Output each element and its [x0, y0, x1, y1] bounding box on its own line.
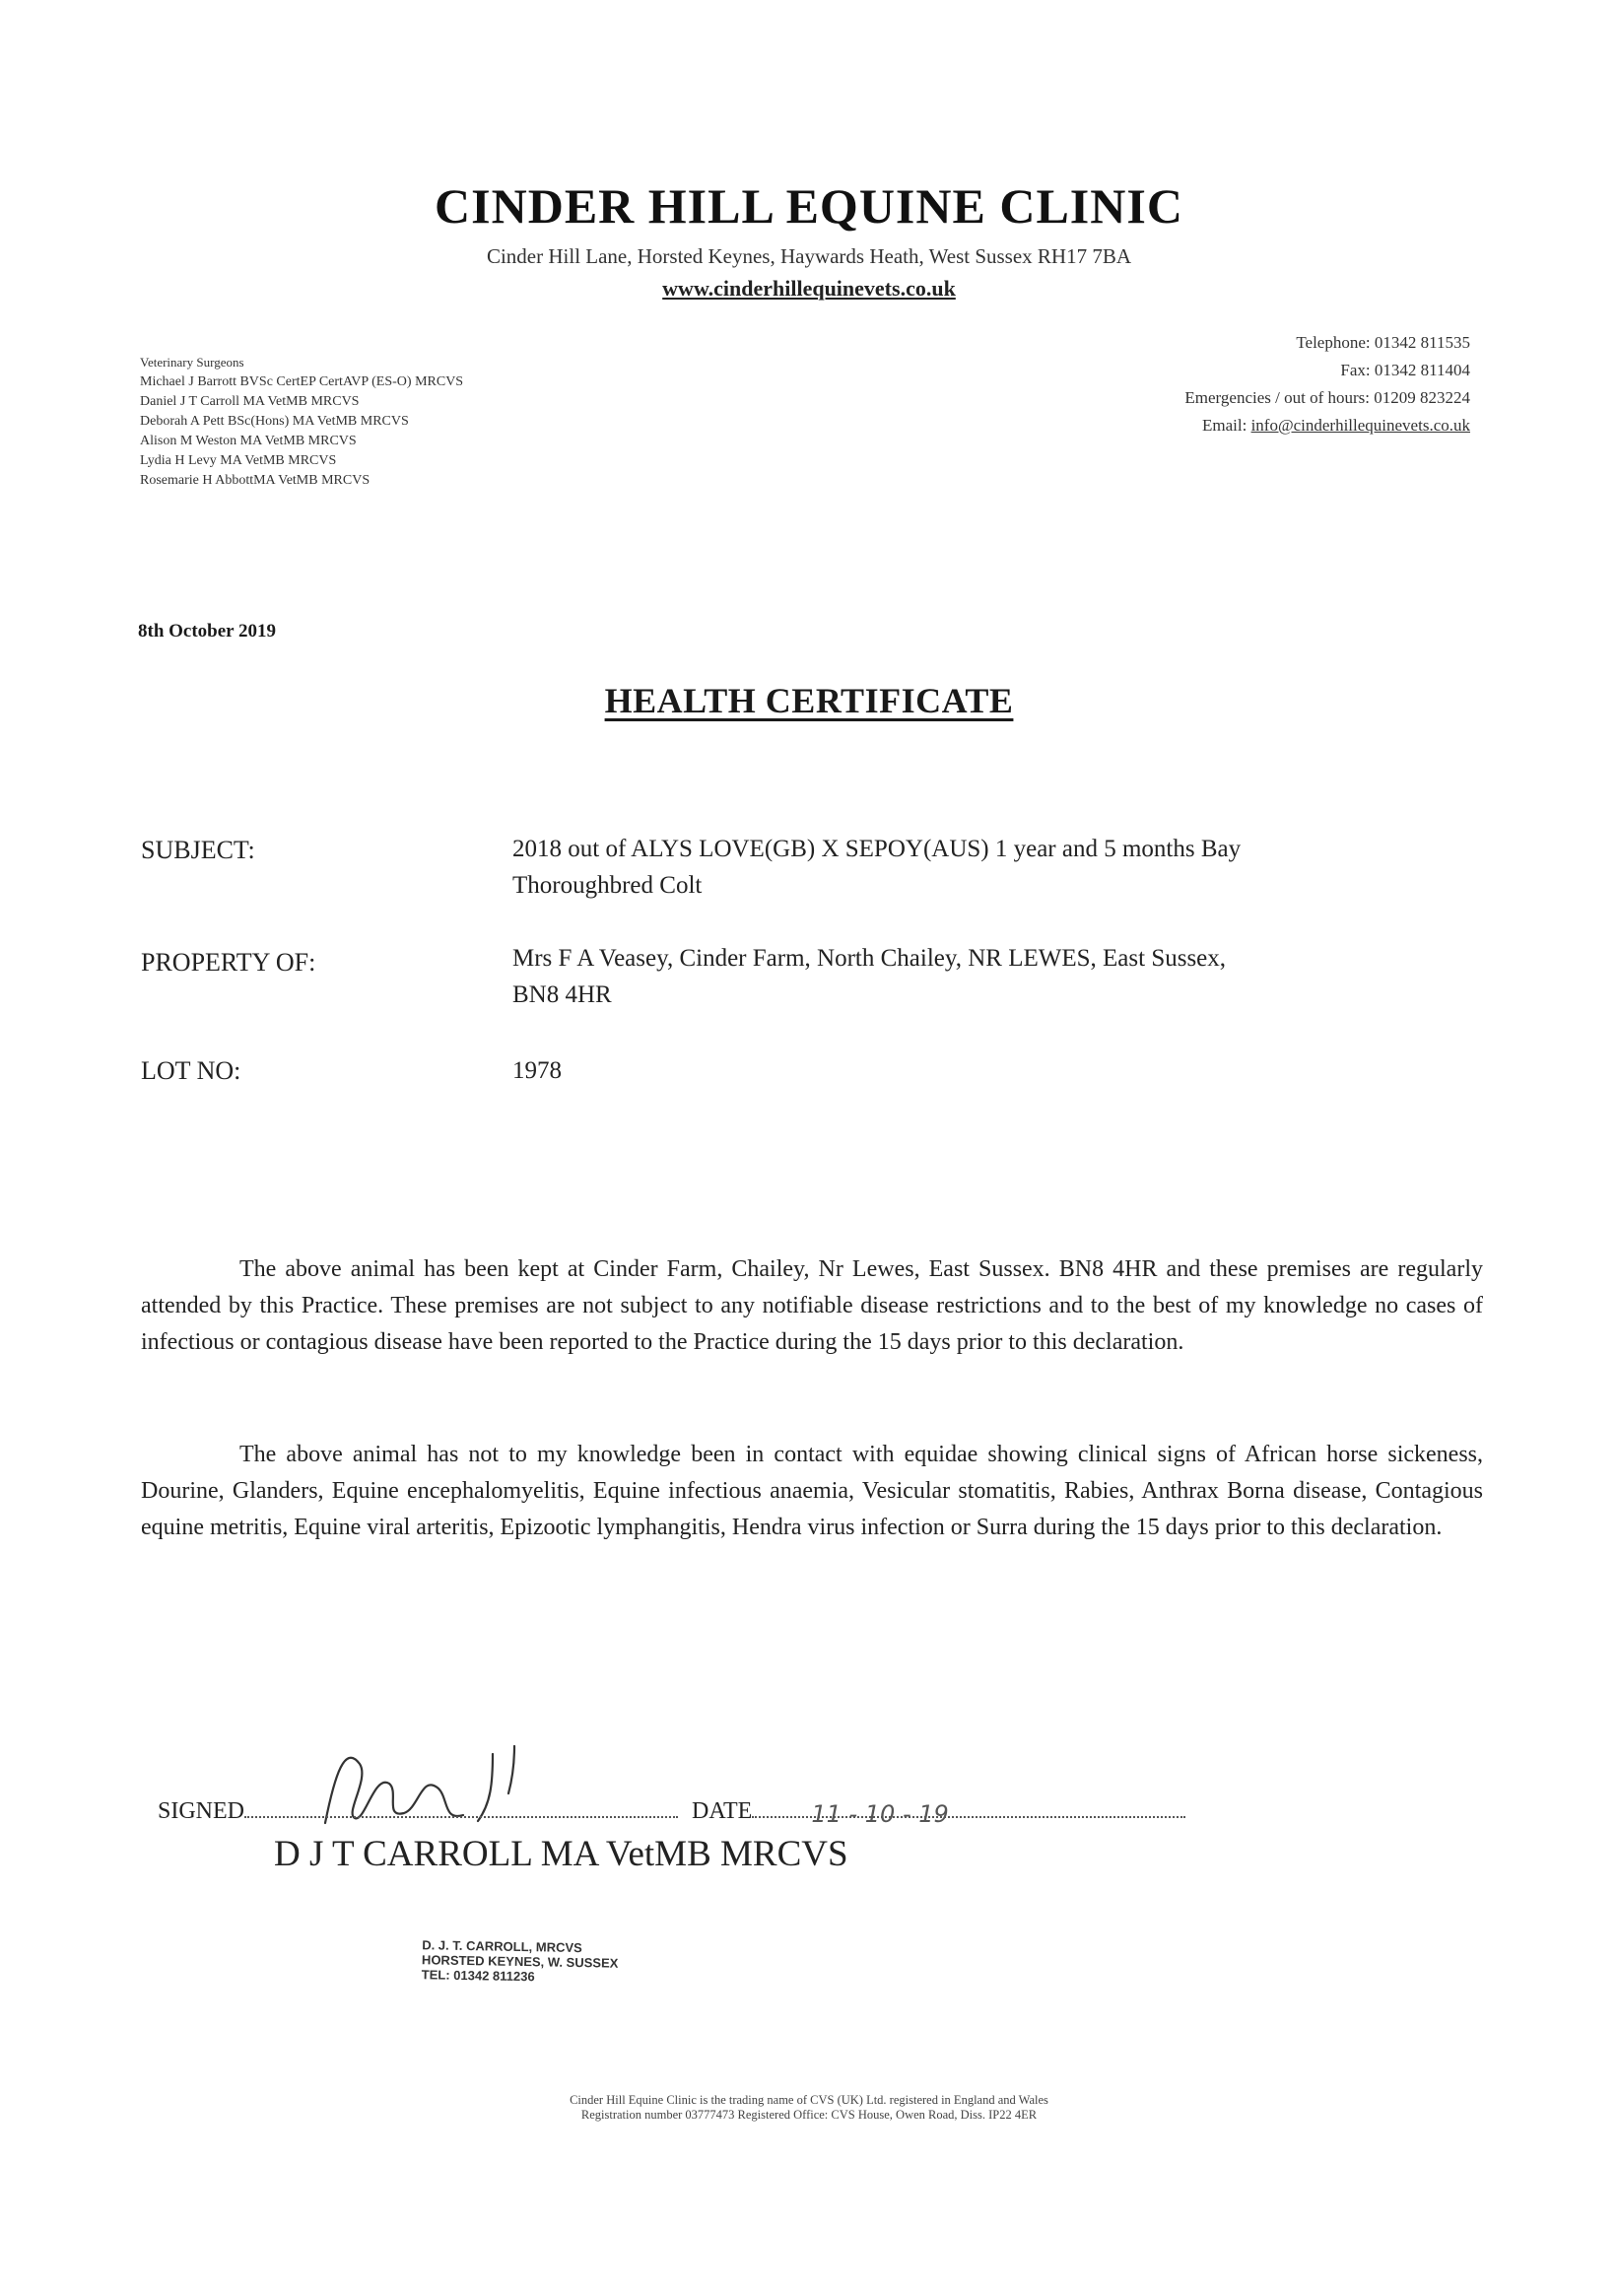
contact-details: [1184, 329, 1470, 439]
signature-dots: [244, 1816, 678, 1818]
vets-heading: Veterinary Surgeons: [140, 355, 244, 370]
vet-name: Rosemarie H AbbottMA VetMB MRCVS: [140, 473, 371, 488]
vet-name: Lydia H Levy MA VetMB MRCVS: [140, 453, 337, 468]
handwritten-date: 11 - 10 - 19: [811, 1800, 949, 1828]
footer-registration: Cinder Hill Equine Clinic is the trading name of CVS (UK) Ltd. registered in England and Wales Registration number 03777473 Registered Office: CVS House, Owen Road, Diss. IP22 4ER: [570, 2093, 1048, 2122]
document-date: 8th October 2019: [138, 621, 277, 642]
fax: Fax: 01342 811404: [1340, 361, 1470, 379]
email-label: Email:: [1201, 416, 1251, 435]
certificate-title: HEALTH CERTIFICATE: [604, 681, 1014, 720]
signature-scribble: [305, 1734, 562, 1843]
date-label: DATE: [692, 1798, 753, 1824]
declaration-paragraph-1: The above animal has been kept at Cinder Farm, Chailey, Nr Lewes, East Sussex. BN8 4HR and these premises are regularly attended by this Practice. These premises are not subject to any notifiable disease restrictions and to the best of my knowledge no cases of infectious or contagious disease have been reported to the Practice during the 15 days prior to this declaration.: [141, 1256, 1483, 1355]
declaration-paragraph-2: The above animal has not to my knowledge been in contact with equidae showing clinical signs of African horse sickeness, Dourine, Glanders, Equine encephalomyelitis, Equine infectious anaemia, Vesicular stomatitis, Rabies, Anthrax Borna disease, Contagious equine metritis, Equine viral arteritis, Epizootic lymphangitis, Hendra virus infection or Surra during the 15 days prior to this declaration.: [141, 1442, 1483, 1540]
vet-name: Michael J Barrott BVSc CertEP CertAVP (ES-O) MRCVS: [140, 374, 464, 389]
lot-value: 1978: [512, 1057, 562, 1084]
property-label: PROPERTY OF:: [141, 948, 316, 977]
vet-name: Deborah A Pett BSc(Hons) MA VetMB MRCVS: [140, 414, 409, 429]
signer-name: D J T CARROLL MA VetMB MRCVS: [274, 1834, 848, 1874]
subject-label: SUBJECT:: [141, 836, 255, 864]
practice-stamp: D. J. T. CARROLL, MRCVS HORSTED KEYNES, W. SUSSEX TEL: 01342 811236: [421, 1937, 619, 1985]
lot-label: LOT NO:: [141, 1056, 241, 1085]
clinic-website-link[interactable]: www.cinderhillequinevets.co.uk: [662, 276, 956, 301]
vet-name: Daniel J T Carroll MA VetMB MRCVS: [140, 394, 360, 409]
clinic-address: Cinder Hill Lane, Horsted Keynes, Haywards Heath, West Sussex RH17 7BA: [486, 244, 1132, 268]
signed-label: SIGNED: [158, 1798, 244, 1824]
date-dots: [752, 1800, 1185, 1828]
emergencies: Emergencies / out of hours: 01209 823224: [1184, 388, 1470, 407]
email-link[interactable]: info@cinderhillequinevets.co.uk: [1250, 416, 1470, 435]
clinic-name: CINDER HILL EQUINE CLINIC: [435, 178, 1183, 234]
email-row: [1184, 412, 1470, 439]
telephone: Telephone: 01342 811535: [1296, 333, 1470, 352]
vet-name: Alison M Weston MA VetMB MRCVS: [140, 434, 357, 448]
veterinary-surgeons-list: [140, 353, 463, 491]
subject-value: 2018 out of ALYS LOVE(GB) X SEPOY(AUS) 1 year and 5 months Bay Thoroughbred Colt: [512, 836, 1242, 899]
signature-line: [158, 1798, 1185, 1828]
property-value: Mrs F A Veasey, Cinder Farm, North Chailey, NR LEWES, East Sussex, BN8 4HR: [512, 945, 1227, 1008]
